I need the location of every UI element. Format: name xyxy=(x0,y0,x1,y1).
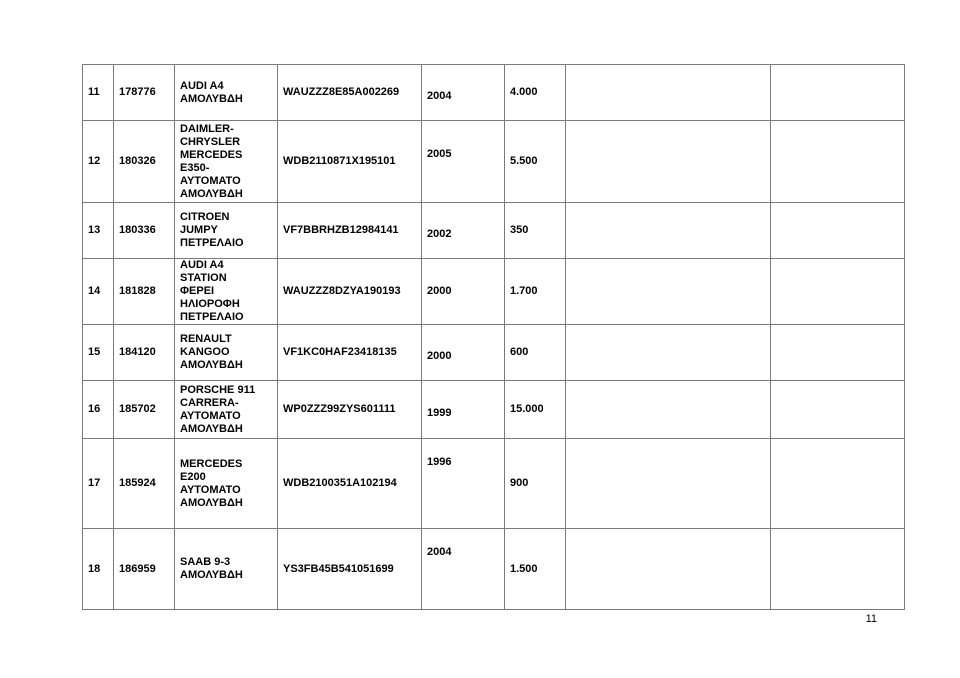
price: 15.000 xyxy=(505,381,566,439)
year: 2000 xyxy=(422,259,505,325)
year: 2004 xyxy=(422,65,505,121)
row-number: 14 xyxy=(83,259,114,325)
price: 350 xyxy=(505,203,566,259)
empty-cell xyxy=(771,65,905,121)
item-code: 180336 xyxy=(114,203,175,259)
item-code: 184120 xyxy=(114,325,175,381)
row-number: 12 xyxy=(83,121,114,203)
row-number: 18 xyxy=(83,529,114,610)
year: 2000 xyxy=(422,325,505,381)
empty-cell xyxy=(771,439,905,529)
price: 1.700 xyxy=(505,259,566,325)
vin: WP0ZZZ99ZYS601111 xyxy=(278,381,422,439)
vin: WAUZZZ8E85A002269 xyxy=(278,65,422,121)
page-number: 11 xyxy=(865,613,877,625)
vin: WAUZZZ8DZYA190193 xyxy=(278,259,422,325)
empty-cell xyxy=(771,121,905,203)
vehicle-model: MERCEDES E200 ΑΥΤΟΜΑΤΟ ΑΜΟΛΥΒΔΗ xyxy=(175,439,278,529)
vin: WDB2110871X195101 xyxy=(278,121,422,203)
empty-cell xyxy=(771,529,905,610)
table-row xyxy=(83,325,905,381)
vehicle-model: PORSCHE 911 CARRERA- ΑΥΤΟΜΑΤΟ ΑΜΟΛΥΒΔΗ xyxy=(175,381,278,439)
row-number: 13 xyxy=(83,203,114,259)
year: 2005 xyxy=(422,121,505,203)
price: 1.500 xyxy=(505,529,566,610)
vehicle-model: CITROEN JUMPY ΠΕΤΡΕΛΑΙΟ xyxy=(175,203,278,259)
row-number: 17 xyxy=(83,439,114,529)
price: 5.500 xyxy=(505,121,566,203)
table-row xyxy=(83,381,905,439)
vin: VF1KC0HAF23418135 xyxy=(278,325,422,381)
empty-cell xyxy=(566,121,771,203)
vin: YS3FB45B541051699 xyxy=(278,529,422,610)
empty-cell xyxy=(566,325,771,381)
empty-cell xyxy=(771,325,905,381)
vehicle-model: DAIMLER- CHRYSLER MERCEDES E350- ΑΥΤΟΜΑΤΟ ΑΜΟΛΥΒΔΗ xyxy=(175,121,278,203)
vehicle-model: RENAULT KANGOO ΑΜΟΛΥΒΔΗ xyxy=(175,325,278,381)
empty-cell xyxy=(566,439,771,529)
vin: WDB2100351A102194 xyxy=(278,439,422,529)
table-row xyxy=(83,439,905,529)
table-row xyxy=(83,529,905,610)
empty-cell xyxy=(566,381,771,439)
item-code: 185702 xyxy=(114,381,175,439)
empty-cell xyxy=(566,203,771,259)
table-row xyxy=(83,259,905,325)
empty-cell xyxy=(566,65,771,121)
table-row xyxy=(83,203,905,259)
item-code: 180326 xyxy=(114,121,175,203)
item-code: 178776 xyxy=(114,65,175,121)
year: 2002 xyxy=(422,203,505,259)
table-row xyxy=(83,65,905,121)
empty-cell xyxy=(566,259,771,325)
table-row xyxy=(83,121,905,203)
year: 1996 xyxy=(422,439,505,529)
year: 2004 xyxy=(422,529,505,610)
empty-cell xyxy=(771,203,905,259)
vehicle-table xyxy=(82,64,905,610)
year: 1999 xyxy=(422,381,505,439)
row-number: 11 xyxy=(83,65,114,121)
item-code: 186959 xyxy=(114,529,175,610)
vehicle-model: SAAB 9-3 ΑΜΟΛΥΒΔΗ xyxy=(175,529,278,610)
empty-cell xyxy=(771,381,905,439)
item-code: 185924 xyxy=(114,439,175,529)
vehicle-model: AUDI A4 STATION ΦΕΡΕΙ ΗΛΙΟΡΟΦΗ ΠΕΤΡΕΛΑΙΟ xyxy=(175,259,278,325)
price: 900 xyxy=(505,439,566,529)
empty-cell xyxy=(566,529,771,610)
price: 600 xyxy=(505,325,566,381)
price: 4.000 xyxy=(505,65,566,121)
empty-cell xyxy=(771,259,905,325)
row-number: 15 xyxy=(83,325,114,381)
vehicle-model: AUDI A4 ΑΜΟΛΥΒΔΗ xyxy=(175,65,278,121)
item-code: 181828 xyxy=(114,259,175,325)
vin: VF7BBRHZB12984141 xyxy=(278,203,422,259)
row-number: 16 xyxy=(83,381,114,439)
